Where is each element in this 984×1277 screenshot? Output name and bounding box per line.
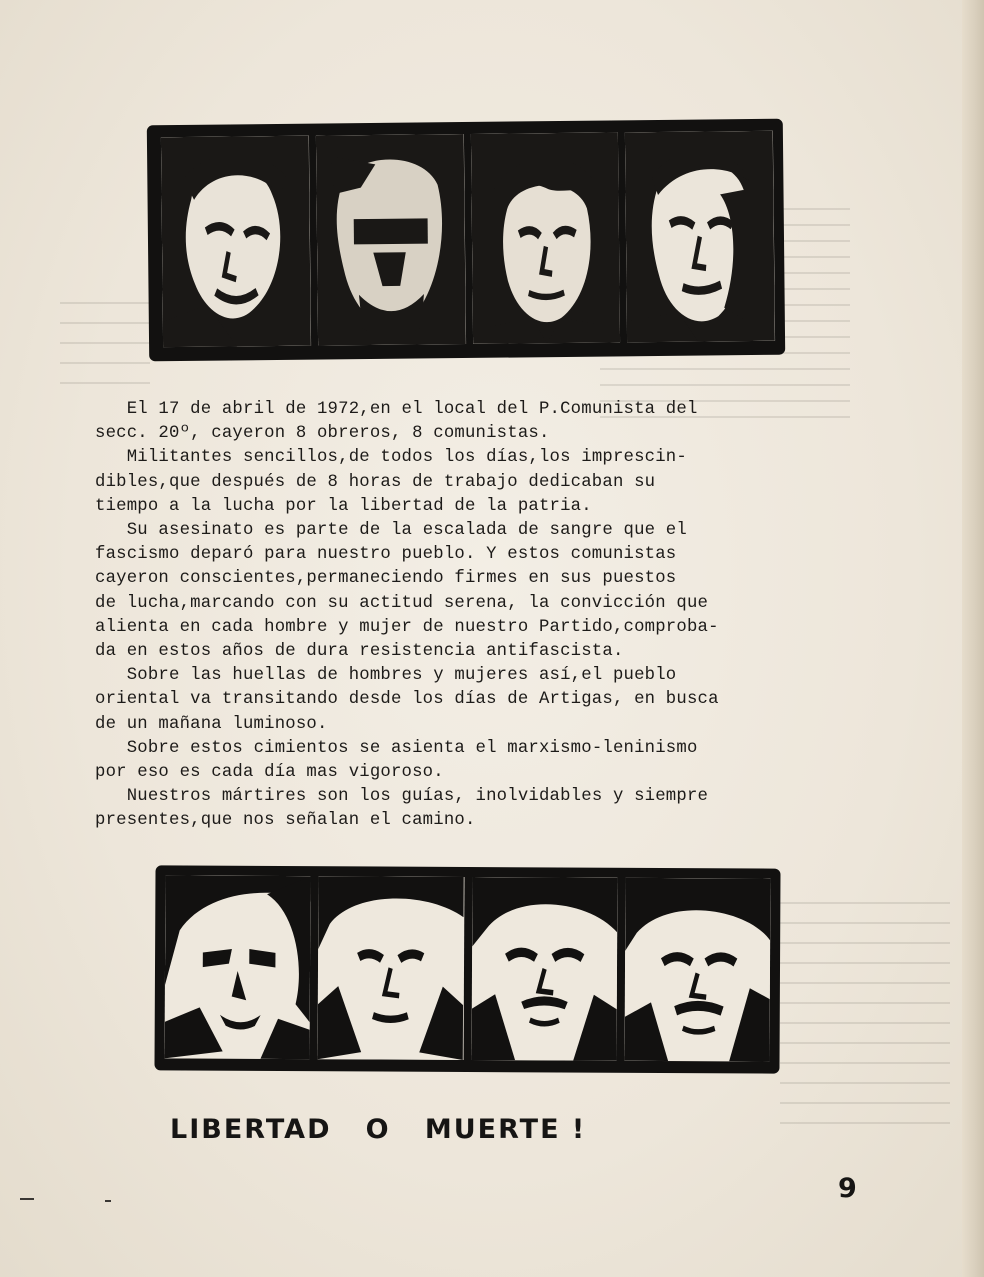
portrait <box>625 131 775 343</box>
article-line: Nuestros mártires son los guías, inolvidables y siempre <box>95 787 709 807</box>
article-line: El 17 de abril de 1972,en el local del P.Comunista del <box>95 400 698 419</box>
portrait <box>165 875 311 1059</box>
article-line: de un mañana luminoso. <box>95 714 328 734</box>
portrait <box>470 132 620 344</box>
bleed-through-texture <box>780 840 950 1140</box>
article-body <box>95 398 875 834</box>
article-line: por eso es cada día mas vigoroso. <box>95 763 444 783</box>
slogan: LIBERTAD O MUERTE ! <box>170 1114 587 1145</box>
article-line: de lucha,marcando con su actitud serena, la convicción que <box>95 593 709 613</box>
article-line: Sobre las huellas de hombres y mujeres así,el pueblo <box>95 666 677 686</box>
bleed-through-texture <box>60 240 150 390</box>
article-line: cayeron conscientes,permaneciendo firmes en sus puestos <box>95 569 677 589</box>
article-line: Su asesinato es parte de la escalada de sangre que el <box>95 521 687 541</box>
top-portrait-strip <box>147 119 785 362</box>
article-line: fascismo deparó para nuestro pueblo. Y estos comunistas <box>95 545 677 565</box>
article-line: alienta en cada hombre y mujer de nuestro Partido,comproba- <box>95 617 719 637</box>
page-edge <box>962 0 984 1277</box>
article-line: secc. 20º, cayeron 8 obreros, 8 comunistas. <box>95 424 550 444</box>
article-line: presentes,que nos señalan el camino. <box>95 811 476 831</box>
portrait <box>161 136 311 348</box>
ink-speck <box>105 1200 111 1202</box>
article-line: da en estos años de dura resistencia antifascista. <box>95 642 624 662</box>
portrait <box>316 134 466 346</box>
page-number: 9 <box>838 1173 857 1204</box>
portrait <box>471 877 617 1061</box>
article-line: dibles,que después de 8 horas de trabajo dedicaban su <box>95 472 656 492</box>
portrait <box>624 878 770 1062</box>
article-line: oriental va transitando desde los días de Artigas, en busca <box>95 690 719 710</box>
article-line: tiempo a la lucha por la libertad de la patria. <box>95 496 592 516</box>
bottom-portrait-strip <box>154 865 780 1073</box>
article-line: Militantes sencillos,de todos los días,los imprescin- <box>95 448 687 468</box>
article-line: Sobre estos cimientos se asienta el marxismo-leninismo <box>95 738 698 758</box>
ink-speck <box>20 1198 34 1200</box>
portrait <box>318 876 464 1060</box>
